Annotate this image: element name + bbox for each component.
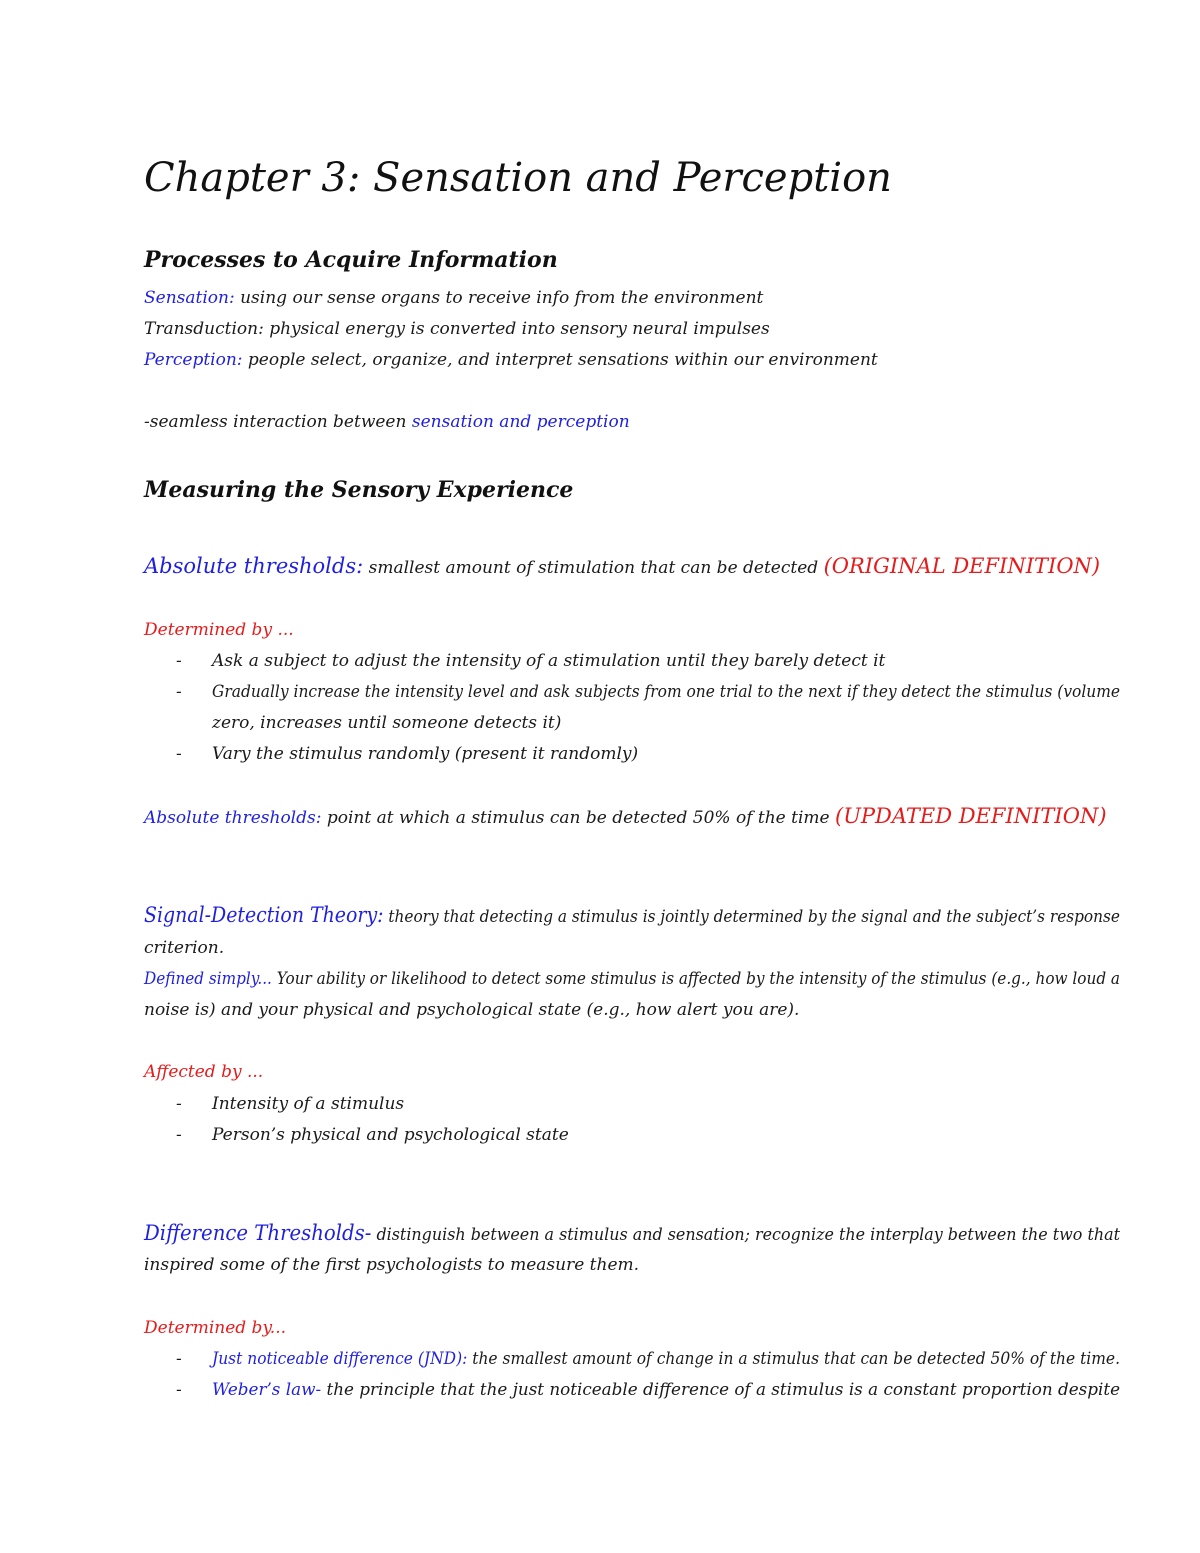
seamless-line <box>144 411 630 433</box>
signal-detection-line <box>144 904 1120 928</box>
sensation-line <box>144 287 763 309</box>
bullet-marker: - <box>176 1094 182 1114</box>
seamless-prefix: -seamless interaction between <box>144 412 412 432</box>
bullet-marker: - <box>176 744 182 764</box>
page-title: Chapter 3: Sensation and Perception <box>144 155 892 201</box>
defined-simply-continuation: noise is) and your physical and psychological state (e.g., how alert you are). <box>144 1000 800 1020</box>
jnd-term: Just noticeable difference (JND): <box>212 1349 468 1369</box>
list-item: Person’s physical and psychological state <box>212 1125 569 1145</box>
absolute-threshold-term-2: Absolute thresholds: <box>144 808 322 828</box>
weber-def: the principle that the just noticeable difference of a stimulus is a constant proportion despite <box>321 1380 1121 1400</box>
updated-definition-tag: (UPDATED DEFINITION) <box>835 804 1107 828</box>
list-item: Gradually increase the intensity level and ask subjects from one trial to the next if they detect the stimulus (volume <box>212 682 1121 702</box>
list-item: Ask a subject to adjust the intensity of a stimulation until they barely detect it <box>212 651 886 671</box>
absolute-threshold-line <box>144 555 1100 579</box>
list-item: Vary the stimulus randomly (present it randomly) <box>212 744 639 764</box>
list-item-continuation: zero, increases until someone detects it) <box>212 713 562 733</box>
absolute-threshold-updated-line <box>144 805 1107 829</box>
jnd-def: the smallest amount of change in a stimulus that can be detected 50% of the time. <box>467 1349 1120 1369</box>
weber-line <box>212 1379 1120 1401</box>
defined-simply-line <box>144 968 1120 990</box>
bullet-marker: - <box>176 1380 182 1400</box>
signal-detection-continuation: criterion. <box>144 938 225 958</box>
defined-simply-def: Your ability or likelihood to detect some stimulus is affected by the intensity of the stimulus (e.g., how loud a <box>271 969 1121 989</box>
bullet-marker: - <box>176 651 182 671</box>
difference-thresholds-line <box>144 1222 1120 1246</box>
perception-def: people select, organize, and interpret sensations within our environment <box>242 350 878 370</box>
signal-detection-def: theory that detecting a stimulus is jointly determined by the signal and the subject’s response <box>383 907 1120 927</box>
difference-thresholds-def: distinguish between a stimulus and sensation; recognize the interplay between the two that <box>371 1225 1121 1245</box>
perception-term: Perception: <box>144 350 243 370</box>
weber-term: Weber’s law- <box>212 1380 322 1400</box>
affected-by-label: Affected by ... <box>144 1062 264 1082</box>
absolute-threshold-term: Absolute thresholds: <box>144 554 364 578</box>
bullet-marker: - <box>176 682 182 702</box>
sensation-term: Sensation: <box>144 288 235 308</box>
section-heading-processes: Processes to Acquire Information <box>144 247 558 273</box>
determined-by-label: Determined by ... <box>144 620 294 640</box>
transduction-line: Transduction: physical energy is converted into sensory neural impulses <box>144 319 770 339</box>
absolute-threshold-def-2: point at which a stimulus can be detected 50% of the time <box>321 808 835 828</box>
list-item: Intensity of a stimulus <box>212 1094 405 1114</box>
defined-simply-term: Defined simply... <box>144 969 272 989</box>
difference-thresholds-continuation: inspired some of the first psychologists to measure them. <box>144 1255 640 1275</box>
bullet-marker: - <box>176 1349 182 1369</box>
difference-thresholds-term: Difference Thresholds- <box>144 1221 372 1245</box>
seamless-highlight: sensation and perception <box>411 412 630 432</box>
original-definition-tag: (ORIGINAL DEFINITION) <box>823 554 1101 578</box>
bullet-marker: - <box>176 1125 182 1145</box>
perception-line <box>144 349 878 371</box>
absolute-threshold-def: smallest amount of stimulation that can be detected <box>363 558 824 578</box>
determined-by-label-2: Determined by... <box>144 1318 287 1338</box>
jnd-line <box>212 1348 1120 1370</box>
section-heading-measuring: Measuring the Sensory Experience <box>144 477 574 503</box>
signal-detection-term: Signal-Detection Theory: <box>144 903 384 927</box>
sensation-def: using our sense organs to receive info from the environment <box>234 288 764 308</box>
